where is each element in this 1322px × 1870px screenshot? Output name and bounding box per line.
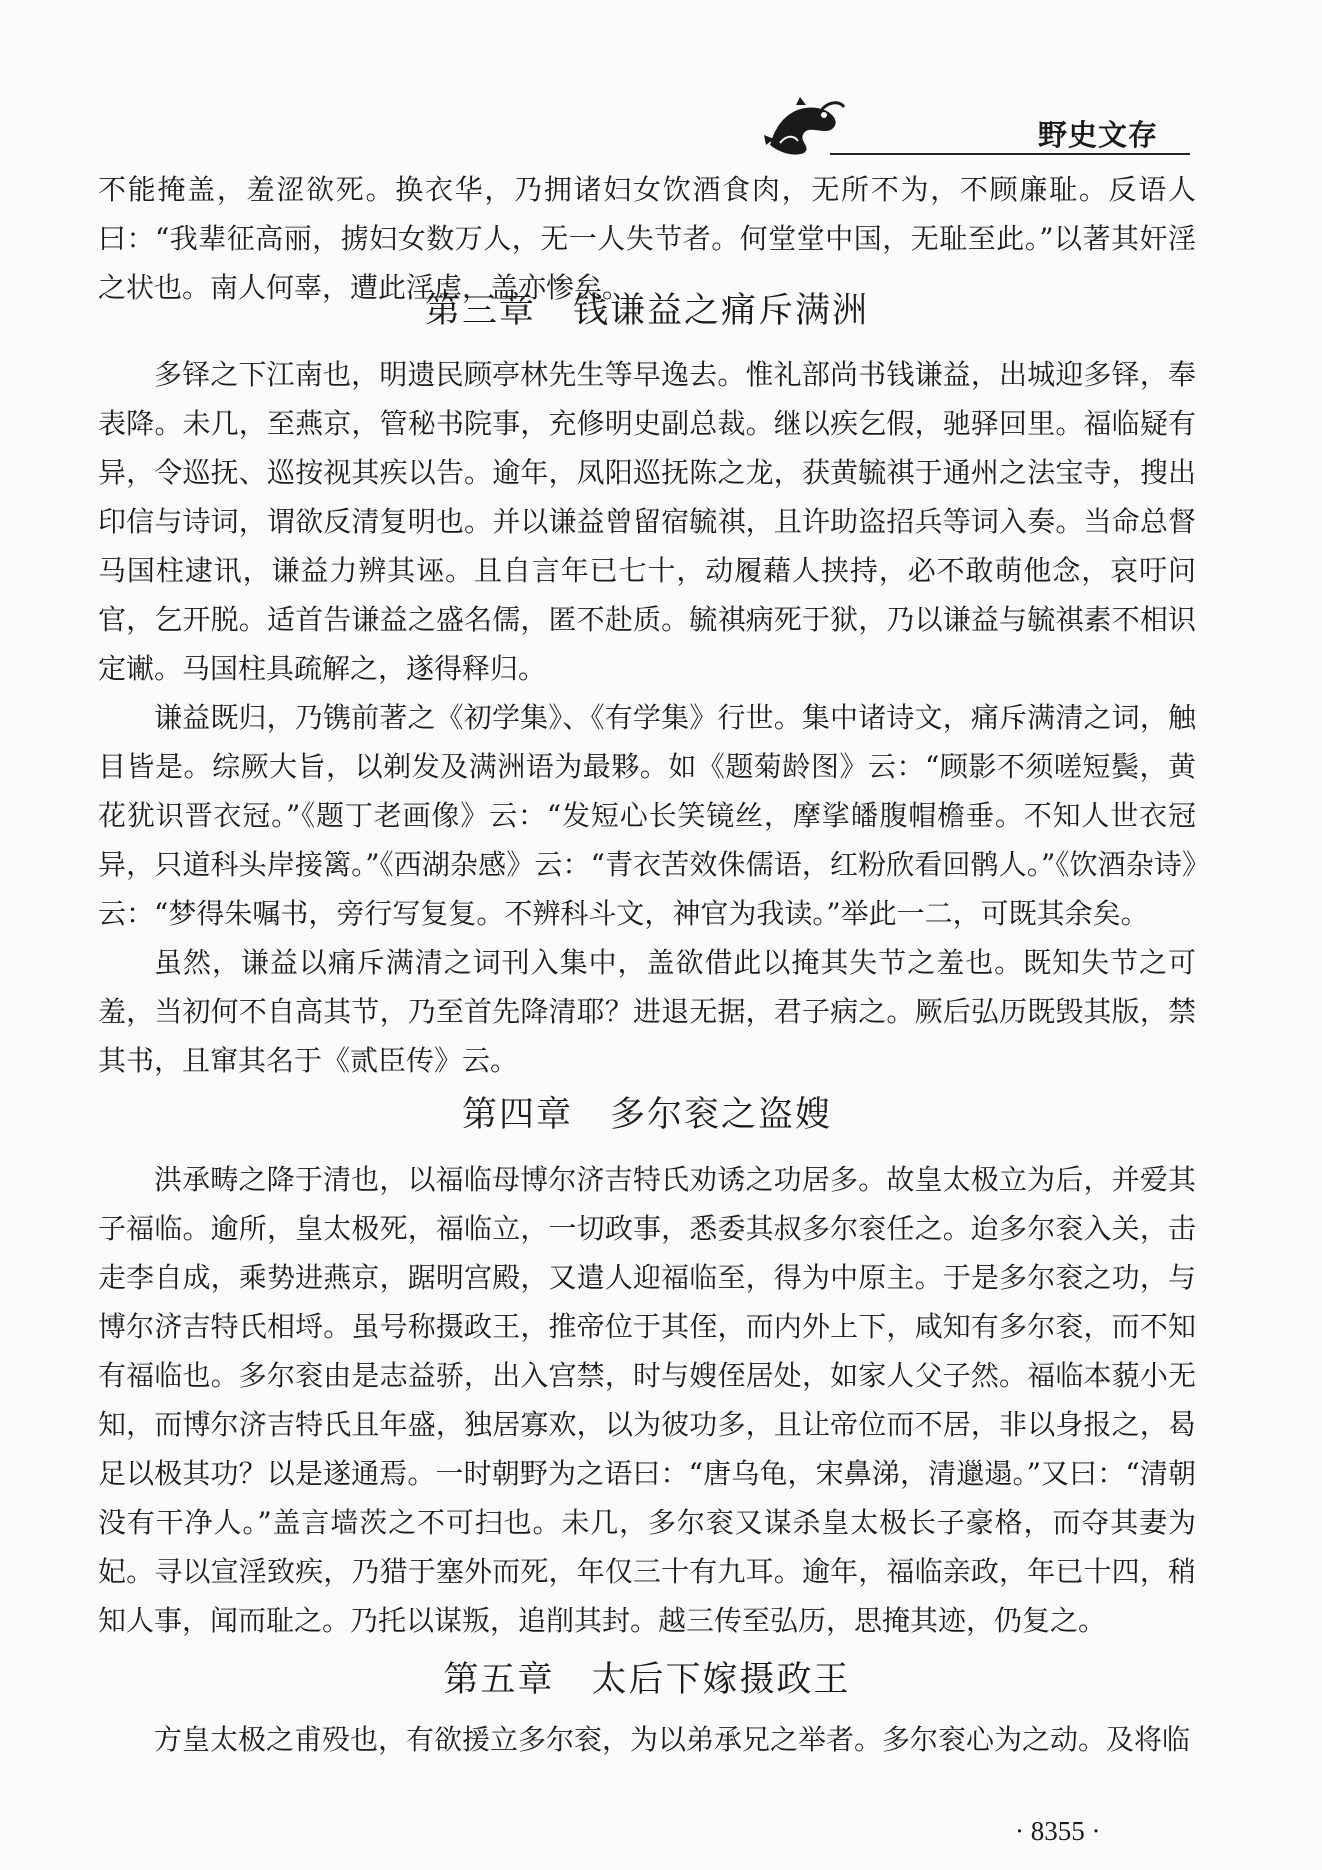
chapter-5-body (98, 1715, 1196, 1764)
page-number: · 8355 · (1015, 1816, 1101, 1846)
chapter-3-title: 第三章 钱谦益之痛斥满洲 (424, 291, 869, 331)
chapter-3-body (98, 350, 1196, 1085)
series-title: 野史文存 (1038, 118, 1159, 152)
chapter-4-body (98, 1155, 1196, 1645)
chapter-4-title: 第四章 多尔衮之盗嫂 (461, 1095, 832, 1135)
chapter-5-title: 第五章 太后下嫁摄政王 (443, 1660, 851, 1700)
dragon-emblem-icon (760, 95, 848, 157)
paragraph: 洪承畴之降于清也，以福临母博尔济吉特氏劝诱之功居多。故皇太极立为后，并爱其子福临。逾所，皇太极死，福临立，一切政事，悉委其叔多尔衮任之。迨多尔衮入关，击走李自成，乘势进燕京，踞明宫殿，又遣人迎福临至，得为中原主。于是多尔衮之功，与博尔济吉特氏相埒。虽号称摄政王，推帝位于其侄，而内外上下，咸知有多尔衮，而不知有福临也。多尔衮由是志益骄，出入宫禁，时与嫂侄居处，如家人父子然。福临本藐小无知，而博尔济吉特氏且年盛，独居寡欢，以为彼功多，且让帝位而不居，非以身报之，曷足以极其功？以是遂通焉。一时朝野为之语曰：“唐乌龟，宋鼻涕，清邋遢。”又曰：“清朝没有干净人。”盖言墙茨之不可扫也。未几，多尔衮又谋杀皇太极长子豪格，而夺其妻为妃。寻以宣淫致疾，乃猎于塞外而死，年仅三十有九耳。逾年，福临亲政，年已十四，稍知人事，闻而耻之。乃托以谋叛，追削其封。越三传至弘历，思掩其迹，仍复之。 (98, 1163, 1196, 1637)
paragraph: 方皇太极之甫殁也，有欲援立多尔衮，为以弟承兄之举者。多尔衮心为之动。及将临 (154, 1723, 1191, 1756)
running-header (760, 95, 1190, 165)
header-rule (830, 153, 1190, 155)
paragraph: 虽然，谦益以痛斥满清之词刊入集中，盖欲借此以掩其失节之羞也。既知失节之可羞，当初何不自高其节，乃至首先降清耶？进退无据，君子病之。厥后弘历既毁其版，禁其书，且窜其名于《贰臣传》云。 (98, 946, 1196, 1077)
paragraph: 谦益既归，乃镌前著之《初学集》、《有学集》行世。集中诸诗文，痛斥满清之词，触目皆是。综厥大旨，以剃发及满洲语为最夥。如《题菊龄图》云：“顾影不须嗟短鬓，黄花犹识晋衣冠。”《题丁老画像》云：“发短心长笑镜丝，摩挲皤腹帽檐垂。不知人世衣冠异，只道科头岸接篱。”《西湖杂感》云：“青衣苦效侏儒语，红粉欣看回鹘人。”《饮酒杂诗》云：“梦得朱嘱书，旁行写复复。不辨科斗文，神官为我读。”举此一二，可既其余矣。 (98, 701, 1196, 930)
paragraph: 多铎之下江南也，明遗民顾亭林先生等早逸去。惟礼部尚书钱谦益，出城迎多铎，奉表降。未几，至燕京，管秘书院事，充修明史副总裁。继以疾乞假，驰驿回里。福临疑有异，令巡抚、巡按视其疾以告。逾年，凤阳巡抚陈之龙，获黄毓祺于通州之法宝寺，搜出印信与诗词，谓欲反清复明也。并以谦益曾留宿毓祺，且许助盗招兵等词入奏。当命总督马国柱逮讯，谦益力辨其诬。且自言年已七十，动履藉人挟持，必不敢萌他念，哀吁问官，乞开脱。适首告谦益之盛名儒，匿不赴质。毓祺病死于狱，乃以谦益与毓祺素不相识定谳。马国柱具疏解之，遂得释归。 (98, 358, 1196, 685)
paragraph: 不能掩盖，羞涩欲死。换衣华，乃拥诸妇女饮酒食肉，无所不为，不顾廉耻。反语人曰：“我辈征高丽，掳妇女数万人，无一人失节者。何堂堂中国，无耻至此。”以著其奸淫之状也。南人何辜，遭此淫虐，盖亦惨矣。 (98, 173, 1196, 304)
